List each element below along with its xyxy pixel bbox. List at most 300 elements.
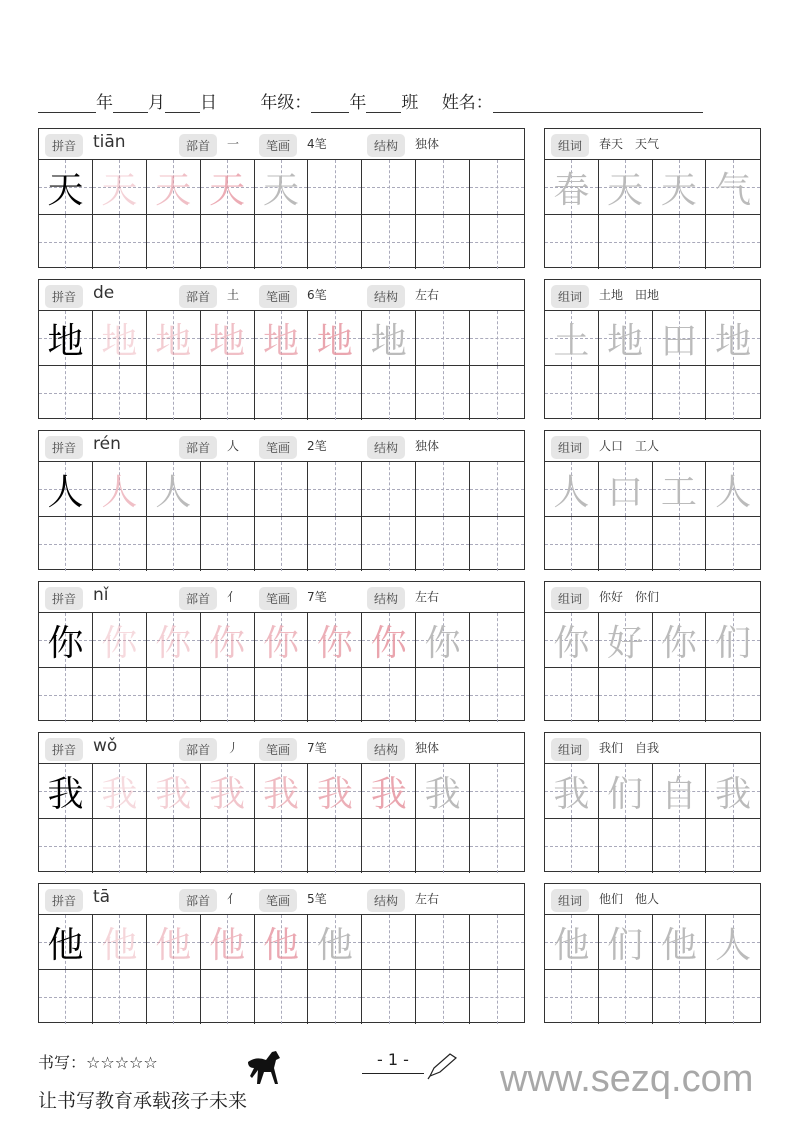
- structure-tag: 结构: [367, 738, 405, 761]
- words-value: 人口 工人: [599, 439, 660, 453]
- pinyin-value: nǐ: [93, 585, 109, 605]
- word-trace-row: [545, 160, 760, 215]
- char-info-bar: [39, 431, 524, 462]
- day-blank[interactable]: [165, 94, 200, 113]
- word-practice-row: [545, 366, 760, 420]
- practice-cell[interactable]: [470, 160, 524, 214]
- practice-cell[interactable]: [416, 517, 470, 571]
- practice-cell[interactable]: [93, 517, 147, 571]
- stroke-step-cell: [93, 613, 147, 667]
- word-trace-cell: [599, 915, 653, 969]
- word-block: [544, 128, 761, 268]
- stroke-step-cell: [416, 613, 470, 667]
- strokes-tag: 笔画: [259, 285, 297, 308]
- class-blank[interactable]: [366, 94, 401, 113]
- grade-year-label: 年: [349, 93, 367, 113]
- word-trace-cell: [599, 311, 653, 365]
- stroke-step-char: 地: [370, 320, 407, 362]
- word-trace-char: 好: [607, 622, 644, 664]
- stroke-step-cell: [308, 915, 362, 969]
- strokes-tag: 笔画: [259, 587, 297, 610]
- word-trace-row: [545, 764, 760, 819]
- practice-cell[interactable]: [653, 517, 707, 571]
- practice-cell[interactable]: [39, 668, 93, 722]
- practice-cell[interactable]: [599, 970, 653, 1024]
- structure-value: 左右: [415, 892, 440, 906]
- practice-cell[interactable]: [416, 311, 470, 365]
- word-trace-cell: [653, 915, 707, 969]
- year-label: 年: [96, 93, 113, 113]
- practice-cell[interactable]: [362, 215, 416, 269]
- practice-cell[interactable]: [599, 517, 653, 571]
- horse-icon: [242, 1048, 284, 1088]
- practice-cell[interactable]: [93, 668, 147, 722]
- word-trace-char: 他: [553, 924, 590, 966]
- practice-cell[interactable]: [470, 613, 524, 667]
- stroke-step-cell: [362, 613, 416, 667]
- stroke-step-char: 你: [263, 622, 300, 664]
- practice-cell[interactable]: [255, 462, 309, 516]
- practice-cell[interactable]: [147, 819, 201, 873]
- char-info-bar: [39, 280, 524, 311]
- words-tag: 组词: [551, 134, 589, 157]
- word-trace-cell: [653, 613, 707, 667]
- stroke-order-row: [39, 764, 524, 819]
- structure-tag: 结构: [367, 436, 405, 459]
- char-practice-block: [38, 732, 525, 872]
- words-value: 土地 田地: [599, 288, 660, 302]
- radical-value: 丿: [227, 741, 240, 755]
- stroke-step-cell: [147, 915, 201, 969]
- stroke-step-char: 天: [155, 169, 192, 211]
- stroke-step-cell: [93, 764, 147, 818]
- stroke-step-cell: [93, 311, 147, 365]
- word-trace-char: 自: [660, 773, 697, 815]
- practice-cell[interactable]: [255, 819, 309, 873]
- word-trace-cell: [599, 613, 653, 667]
- practice-cell[interactable]: [416, 970, 470, 1024]
- word-practice-row: [545, 970, 760, 1024]
- word-trace-cell: [545, 764, 599, 818]
- practice-cell[interactable]: [93, 215, 147, 269]
- word-trace-cell: [706, 462, 760, 516]
- practice-cell[interactable]: [653, 970, 707, 1024]
- practice-cell[interactable]: [93, 819, 147, 873]
- practice-cell[interactable]: [470, 215, 524, 269]
- structure-tag: 结构: [367, 285, 405, 308]
- practice-cell[interactable]: [599, 366, 653, 420]
- stroke-step-cell: [201, 915, 255, 969]
- word-trace-row: [545, 462, 760, 517]
- practice-row: [39, 366, 524, 420]
- name-blank[interactable]: [493, 94, 703, 113]
- practice-cell[interactable]: [362, 160, 416, 214]
- word-trace-char: 天: [607, 169, 644, 211]
- practice-cell[interactable]: [362, 462, 416, 516]
- word-trace-cell: [653, 160, 707, 214]
- stroke-step-char: 地: [155, 320, 192, 362]
- word-practice-row: [545, 819, 760, 873]
- radical-value: 亻: [227, 892, 240, 906]
- stroke-order-row: [39, 462, 524, 517]
- practice-cell[interactable]: [255, 970, 309, 1024]
- strokes-value: 4笔: [307, 137, 327, 151]
- word-trace-char: 人: [715, 924, 752, 966]
- practice-cell[interactable]: [201, 819, 255, 873]
- pinyin-value: tiān: [93, 132, 126, 152]
- radical-tag: 部首: [179, 738, 217, 761]
- model-char-cell: [39, 311, 93, 365]
- radical-value: 人: [227, 439, 240, 453]
- practice-cell[interactable]: [545, 819, 599, 873]
- words-tag: 组词: [551, 436, 589, 459]
- practice-row: [39, 215, 524, 269]
- practice-cell[interactable]: [416, 160, 470, 214]
- stroke-step-cell: [255, 613, 309, 667]
- practice-cell[interactable]: [308, 668, 362, 722]
- word-info-bar: [545, 582, 760, 613]
- radical-tag: 部首: [179, 587, 217, 610]
- structure-tag: 结构: [367, 587, 405, 610]
- practice-cell[interactable]: [545, 668, 599, 722]
- practice-cell[interactable]: [545, 970, 599, 1024]
- stroke-step-cell: [362, 764, 416, 818]
- practice-cell[interactable]: [308, 366, 362, 420]
- structure-value: 独体: [415, 741, 440, 755]
- word-practice-row: [545, 517, 760, 571]
- pinyin-tag: 拼音: [45, 436, 83, 459]
- word-info-bar: [545, 280, 760, 311]
- word-trace-row: [545, 915, 760, 970]
- word-block: [544, 430, 761, 570]
- practice-cell[interactable]: [653, 366, 707, 420]
- word-trace-row: [545, 311, 760, 366]
- practice-cell[interactable]: [470, 668, 524, 722]
- practice-cell[interactable]: [706, 970, 760, 1024]
- word-trace-cell: [599, 160, 653, 214]
- practice-cell[interactable]: [470, 311, 524, 365]
- practice-cell[interactable]: [255, 215, 309, 269]
- practice-cell[interactable]: [653, 215, 707, 269]
- class-label: 班: [401, 93, 419, 113]
- word-trace-char: 气: [715, 169, 752, 211]
- practice-cell[interactable]: [255, 668, 309, 722]
- stroke-step-cell: [147, 613, 201, 667]
- practice-cell[interactable]: [147, 668, 201, 722]
- practice-cell[interactable]: [201, 215, 255, 269]
- month-label: 月: [148, 93, 165, 113]
- words-value: 我们 自我: [599, 741, 660, 755]
- practice-cell[interactable]: [93, 366, 147, 420]
- practice-cell[interactable]: [39, 366, 93, 420]
- radical-tag: 部首: [179, 134, 217, 157]
- pinyin-value: rén: [93, 434, 121, 454]
- page-number: - 1 -: [362, 1050, 424, 1074]
- words-value: 你好 你们: [599, 590, 660, 604]
- practice-cell[interactable]: [599, 215, 653, 269]
- stroke-step-char: 他: [263, 924, 300, 966]
- stroke-step-char: 你: [209, 622, 246, 664]
- word-trace-cell: [545, 613, 599, 667]
- stroke-step-char: 地: [209, 320, 246, 362]
- practice-cell[interactable]: [147, 366, 201, 420]
- word-trace-char: 他: [660, 924, 697, 966]
- practice-cell[interactable]: [362, 517, 416, 571]
- stroke-step-char: 我: [316, 773, 353, 815]
- word-practice-row: [545, 668, 760, 722]
- word-info-bar: [545, 884, 760, 915]
- word-trace-char: 工: [660, 471, 697, 513]
- char-practice-block: [38, 279, 525, 419]
- practice-cell[interactable]: [653, 668, 707, 722]
- pinyin-tag: 拼音: [45, 285, 83, 308]
- word-trace-cell: [545, 311, 599, 365]
- word-trace-cell: [545, 462, 599, 516]
- word-trace-char: 天: [660, 169, 697, 211]
- model-char-cell: [39, 160, 93, 214]
- practice-cell[interactable]: [362, 366, 416, 420]
- word-trace-cell: [653, 462, 707, 516]
- stroke-order-row: [39, 613, 524, 668]
- month-blank[interactable]: [113, 94, 148, 113]
- strokes-tag: 笔画: [259, 134, 297, 157]
- practice-cell[interactable]: [706, 517, 760, 571]
- practice-cell[interactable]: [93, 970, 147, 1024]
- char-practice-block: [38, 128, 525, 268]
- structure-value: 独体: [415, 439, 440, 453]
- word-trace-cell: [599, 764, 653, 818]
- stroke-order-row: [39, 160, 524, 215]
- word-trace-char: 地: [607, 320, 644, 362]
- char-practice-block: [38, 883, 525, 1023]
- practice-cell[interactable]: [416, 462, 470, 516]
- model-char-cell: [39, 915, 93, 969]
- radical-tag: 部首: [179, 285, 217, 308]
- word-trace-char: 田: [660, 320, 697, 362]
- pinyin-value: tā: [93, 887, 111, 907]
- stroke-step-cell: [93, 915, 147, 969]
- stroke-step-cell: [255, 915, 309, 969]
- practice-cell[interactable]: [416, 366, 470, 420]
- model-char: 天: [47, 169, 84, 211]
- grade-blank[interactable]: [311, 94, 349, 113]
- stroke-step-char: 你: [316, 622, 353, 664]
- word-practice-row: [545, 215, 760, 269]
- stroke-step-char: 天: [263, 169, 300, 211]
- pen-icon: [426, 1052, 458, 1080]
- practice-cell[interactable]: [147, 970, 201, 1024]
- practice-cell[interactable]: [201, 668, 255, 722]
- stroke-step-char: 人: [155, 471, 192, 513]
- word-trace-char: 人: [553, 471, 590, 513]
- stroke-step-char: 你: [370, 622, 407, 664]
- structure-tag: 结构: [367, 889, 405, 912]
- practice-cell[interactable]: [362, 915, 416, 969]
- practice-cell[interactable]: [470, 915, 524, 969]
- pinyin-value: de: [93, 283, 115, 303]
- practice-cell[interactable]: [653, 819, 707, 873]
- word-trace-cell: [653, 764, 707, 818]
- practice-cell[interactable]: [201, 517, 255, 571]
- word-trace-cell: [706, 915, 760, 969]
- word-trace-char: 土: [553, 320, 590, 362]
- pinyin-tag: 拼音: [45, 587, 83, 610]
- stroke-step-char: 我: [370, 773, 407, 815]
- word-trace-cell: [545, 915, 599, 969]
- word-trace-cell: [706, 311, 760, 365]
- practice-cell[interactable]: [308, 970, 362, 1024]
- stroke-step-cell: [147, 462, 201, 516]
- practice-cell[interactable]: [545, 215, 599, 269]
- header-fields: [38, 88, 703, 113]
- strokes-tag: 笔画: [259, 738, 297, 761]
- stroke-step-char: 地: [316, 320, 353, 362]
- word-block: [544, 279, 761, 419]
- word-block: [544, 732, 761, 872]
- radical-tag: 部首: [179, 436, 217, 459]
- practice-row: [39, 970, 524, 1024]
- practice-cell[interactable]: [255, 366, 309, 420]
- structure-value: 独体: [415, 137, 440, 151]
- practice-cell[interactable]: [706, 366, 760, 420]
- practice-cell[interactable]: [470, 970, 524, 1024]
- practice-cell[interactable]: [201, 462, 255, 516]
- practice-cell[interactable]: [416, 668, 470, 722]
- stroke-step-char: 天: [101, 169, 138, 211]
- stroke-step-cell: [147, 764, 201, 818]
- char-practice-block: [38, 581, 525, 721]
- words-tag: 组词: [551, 285, 589, 308]
- practice-cell[interactable]: [416, 819, 470, 873]
- word-trace-char: 人: [715, 471, 752, 513]
- practice-cell[interactable]: [470, 819, 524, 873]
- stroke-step-char: 他: [155, 924, 192, 966]
- practice-cell[interactable]: [255, 517, 309, 571]
- stroke-step-cell: [308, 613, 362, 667]
- radical-value: 土: [227, 288, 240, 302]
- practice-row: [39, 819, 524, 873]
- word-trace-char: 你: [660, 622, 697, 664]
- stroke-step-char: 地: [101, 320, 138, 362]
- char-practice-block: [38, 430, 525, 570]
- structure-value: 左右: [415, 288, 440, 302]
- practice-cell[interactable]: [470, 366, 524, 420]
- practice-row: [39, 668, 524, 722]
- words-tag: 组词: [551, 587, 589, 610]
- char-info-bar: [39, 733, 524, 764]
- stroke-step-char: 人: [101, 471, 138, 513]
- strokes-value: 6笔: [307, 288, 327, 302]
- pinyin-tag: 拼音: [45, 738, 83, 761]
- structure-tag: 结构: [367, 134, 405, 157]
- radical-tag: 部首: [179, 889, 217, 912]
- word-trace-row: [545, 613, 760, 668]
- practice-cell[interactable]: [545, 366, 599, 420]
- stroke-step-cell: [308, 311, 362, 365]
- stroke-step-cell: [362, 311, 416, 365]
- watermark: www.sezq.com: [500, 1058, 754, 1100]
- stroke-step-char: 我: [263, 773, 300, 815]
- word-trace-char: 我: [553, 773, 590, 815]
- practice-cell[interactable]: [362, 970, 416, 1024]
- practice-cell[interactable]: [416, 215, 470, 269]
- practice-cell[interactable]: [706, 215, 760, 269]
- model-char: 人: [47, 471, 84, 513]
- stroke-step-char: 我: [209, 773, 246, 815]
- practice-cell[interactable]: [39, 819, 93, 873]
- practice-cell[interactable]: [706, 819, 760, 873]
- practice-cell[interactable]: [362, 668, 416, 722]
- stroke-step-cell: [93, 462, 147, 516]
- practice-cell[interactable]: [308, 160, 362, 214]
- stroke-step-cell: [201, 160, 255, 214]
- strokes-value: 2笔: [307, 439, 327, 453]
- word-trace-char: 们: [715, 622, 752, 664]
- slogan: 让书写教育承载孩子未来: [38, 1090, 248, 1112]
- word-trace-cell: [599, 462, 653, 516]
- model-char: 你: [47, 622, 84, 664]
- practice-cell[interactable]: [599, 819, 653, 873]
- practice-cell[interactable]: [308, 215, 362, 269]
- radical-value: 亻: [227, 590, 240, 604]
- pinyin-tag: 拼音: [45, 134, 83, 157]
- word-trace-char: 我: [715, 773, 752, 815]
- practice-cell[interactable]: [147, 215, 201, 269]
- stroke-step-char: 他: [316, 924, 353, 966]
- practice-cell[interactable]: [470, 764, 524, 818]
- stroke-step-cell: [201, 764, 255, 818]
- year-blank[interactable]: [38, 94, 96, 113]
- practice-cell[interactable]: [201, 366, 255, 420]
- practice-cell[interactable]: [545, 517, 599, 571]
- pinyin-value: wǒ: [93, 736, 118, 756]
- practice-cell[interactable]: [416, 915, 470, 969]
- stroke-step-char: 你: [424, 622, 461, 664]
- practice-cell[interactable]: [706, 668, 760, 722]
- words-value: 他们 他人: [599, 892, 660, 906]
- model-char-cell: [39, 613, 93, 667]
- practice-cell[interactable]: [201, 970, 255, 1024]
- model-char: 我: [47, 773, 84, 815]
- stroke-step-cell: [255, 160, 309, 214]
- strokes-tag: 笔画: [259, 889, 297, 912]
- practice-cell[interactable]: [470, 462, 524, 516]
- practice-cell[interactable]: [39, 517, 93, 571]
- stroke-step-char: 我: [155, 773, 192, 815]
- practice-cell[interactable]: [308, 462, 362, 516]
- practice-cell[interactable]: [39, 970, 93, 1024]
- name-label: 姓名：: [441, 93, 493, 113]
- char-info-bar: [39, 884, 524, 915]
- word-trace-cell: [545, 160, 599, 214]
- practice-cell[interactable]: [308, 819, 362, 873]
- practice-cell[interactable]: [147, 517, 201, 571]
- practice-cell[interactable]: [599, 668, 653, 722]
- practice-cell[interactable]: [308, 517, 362, 571]
- stroke-step-cell: [416, 764, 470, 818]
- practice-row: [39, 517, 524, 571]
- model-char-cell: [39, 764, 93, 818]
- stroke-step-cell: [201, 311, 255, 365]
- strokes-value: 5笔: [307, 892, 327, 906]
- practice-cell[interactable]: [470, 517, 524, 571]
- practice-cell[interactable]: [362, 819, 416, 873]
- practice-cell[interactable]: [39, 215, 93, 269]
- stroke-step-char: 天: [209, 169, 246, 211]
- words-tag: 组词: [551, 738, 589, 761]
- word-trace-cell: [706, 764, 760, 818]
- char-info-bar: [39, 129, 524, 160]
